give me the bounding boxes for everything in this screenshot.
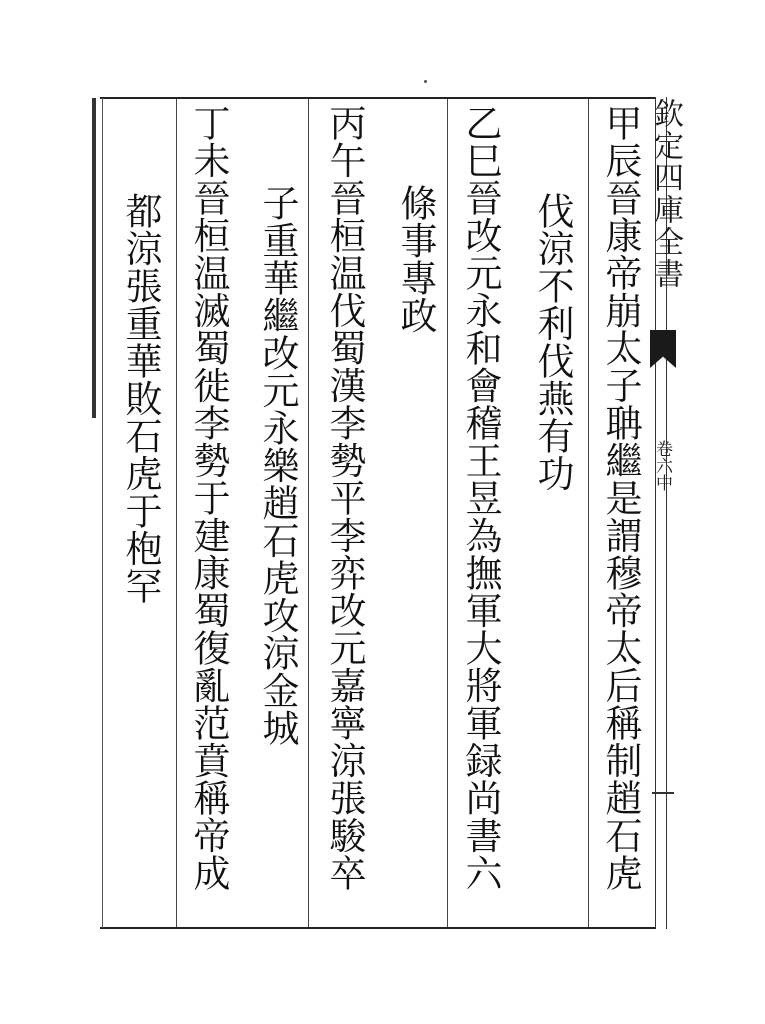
margin-tick — [652, 792, 674, 794]
column-rule — [588, 99, 589, 927]
column-rule — [447, 99, 448, 927]
scan-speck — [424, 80, 427, 83]
text-column-8: 都涼張重華敗石虎于枹罕 — [119, 192, 162, 605]
frame-left-edge — [92, 98, 96, 418]
frame-left-rule — [102, 98, 103, 928]
text-column-5: 丙午晉桓温伐蜀漢李勢平李弈改元嘉寧涼張駿卒 — [323, 104, 366, 892]
margin-book-title: 欽定四庫全書 — [648, 98, 683, 290]
column-rule — [176, 99, 177, 927]
text-column-1: 甲辰晉康帝崩太子聃繼是謂穆帝太后稱制趙石虎 — [599, 104, 642, 892]
text-column-3: 乙巳晉改元永和會稽王昱為撫軍大將軍録尚書六 — [459, 104, 502, 892]
text-column-4: 條事專政 — [394, 184, 437, 334]
text-column-2: 伐涼不利伐燕有功 — [531, 192, 574, 492]
column-rule — [308, 99, 309, 927]
margin-volume: 卷六中 — [652, 440, 672, 491]
text-column-7: 丁未晉桓温滅蜀徙李勢于建康蜀復亂范賁稱帝成 — [187, 104, 230, 892]
text-column-6: 子重華繼改元永樂趙石虎攻涼金城 — [256, 184, 299, 747]
